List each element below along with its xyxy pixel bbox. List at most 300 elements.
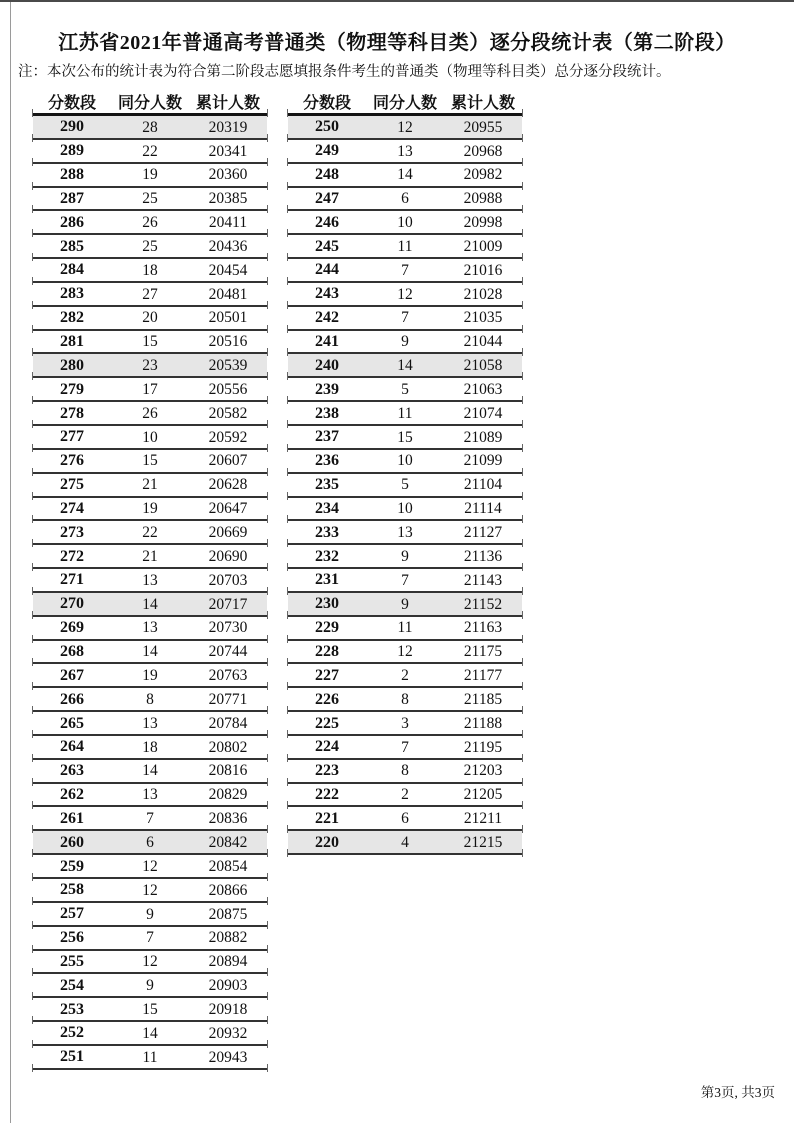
- cumulative-count-value: 21177: [463, 667, 503, 685]
- cumulative-count-value: 21136: [463, 547, 503, 565]
- same-score-count-value: 14: [142, 762, 158, 780]
- header-same-score-count: 同分人数: [117, 95, 182, 112]
- same-score-count-value: 6: [146, 833, 154, 851]
- table-row: [288, 498, 522, 522]
- same-score-count-value: 9: [146, 977, 154, 995]
- page-title: 江苏省2021年普通高考普通类（物理等科目类）逐分段统计表（第二阶段）: [58, 32, 736, 54]
- score-range-value: 266: [60, 690, 84, 708]
- same-score-count-value: 10: [397, 500, 413, 518]
- table-row: [33, 879, 267, 903]
- table-row: [288, 307, 522, 331]
- table-row: [288, 664, 522, 688]
- cumulative-count-value: 20943: [208, 1048, 248, 1066]
- table-row: [33, 831, 267, 855]
- same-score-count-value: 19: [142, 166, 158, 184]
- score-range-value: 253: [60, 1000, 84, 1018]
- same-score-count-value: 8: [401, 762, 409, 780]
- cumulative-count-value: 20988: [463, 190, 503, 208]
- score-range-value: 246: [315, 213, 339, 231]
- score-range-value: 240: [315, 356, 339, 374]
- same-score-count-value: 5: [401, 380, 409, 398]
- score-range-value: 288: [60, 166, 84, 184]
- score-range-value: 260: [60, 833, 84, 851]
- same-score-count-value: 11: [397, 619, 413, 637]
- cumulative-count-value: 20717: [208, 595, 248, 613]
- cumulative-count-value: 20829: [208, 786, 248, 804]
- same-score-count-value: 10: [142, 428, 158, 446]
- table-row: [33, 664, 267, 688]
- same-score-count-value: 15: [142, 333, 158, 351]
- table-body: [33, 116, 267, 1070]
- table-row: [288, 426, 522, 450]
- table-row: [33, 426, 267, 450]
- cumulative-count-value: 21058: [463, 357, 503, 375]
- table-row: [33, 688, 267, 712]
- table-row: [288, 378, 522, 402]
- table-row: [288, 593, 522, 617]
- cumulative-count-value: 20802: [208, 738, 248, 756]
- same-score-count-value: 19: [142, 667, 158, 685]
- cumulative-count-value: 21016: [463, 261, 503, 279]
- table-row: [33, 736, 267, 760]
- same-score-count-value: 12: [142, 953, 158, 971]
- cumulative-count-value: 21195: [463, 738, 503, 756]
- score-range-value: 267: [60, 666, 84, 684]
- table-row: [33, 998, 267, 1022]
- same-score-count-value: 12: [397, 643, 413, 661]
- same-score-count-value: 13: [142, 786, 158, 804]
- table-row: [288, 116, 522, 140]
- score-range-value: 242: [315, 309, 339, 327]
- same-score-count-value: 11: [397, 404, 413, 422]
- same-score-count-value: 4: [401, 833, 409, 851]
- same-score-count-value: 27: [142, 285, 158, 303]
- cumulative-count-value: 20763: [208, 667, 248, 685]
- cumulative-count-value: 20360: [208, 166, 248, 184]
- score-range-value: 224: [315, 738, 339, 756]
- table-row: [33, 259, 267, 283]
- same-score-count-value: 22: [142, 142, 158, 160]
- header-same-score-count: 同分人数: [372, 95, 437, 112]
- cumulative-count-value: 21215: [463, 833, 503, 851]
- cumulative-count-value: 20842: [208, 833, 248, 851]
- same-score-count-value: 13: [397, 524, 413, 542]
- same-score-count-value: 11: [142, 1048, 158, 1066]
- cumulative-count-value: 20771: [208, 690, 248, 708]
- cumulative-count-value: 21143: [463, 571, 503, 589]
- page-number: 第3页, 共3页: [700, 1085, 775, 1100]
- score-range-value: 252: [60, 1024, 84, 1042]
- score-range-value: 257: [60, 905, 84, 923]
- score-range-value: 268: [60, 642, 84, 660]
- cumulative-count-value: 20816: [208, 762, 248, 780]
- cumulative-count-value: 20341: [208, 142, 248, 160]
- table-row: [33, 235, 267, 259]
- score-range-value: 271: [60, 571, 84, 589]
- cumulative-count-value: 20481: [208, 285, 248, 303]
- page-left-border: [10, 2, 11, 1123]
- score-range-value: 236: [315, 452, 339, 470]
- same-score-count-value: 12: [397, 118, 413, 136]
- cumulative-count-value: 20894: [208, 953, 248, 971]
- score-range-value: 264: [60, 738, 84, 756]
- table-row: [33, 641, 267, 665]
- score-range-value: 228: [315, 642, 339, 660]
- cumulative-count-value: 21163: [463, 619, 503, 637]
- same-score-count-value: 14: [397, 166, 413, 184]
- same-score-count-value: 2: [401, 786, 409, 804]
- cumulative-count-value: 20836: [208, 810, 248, 828]
- score-range-value: 265: [60, 714, 84, 732]
- score-range-value: 250: [315, 118, 339, 136]
- score-range-value: 226: [315, 690, 339, 708]
- score-range-value: 247: [315, 189, 339, 207]
- header-score-range: 分数段: [302, 95, 351, 112]
- same-score-count-value: 12: [142, 857, 158, 875]
- table-row: [33, 760, 267, 784]
- same-score-count-value: 9: [146, 905, 154, 923]
- table-row: [33, 1046, 267, 1070]
- table-row: [288, 807, 522, 831]
- score-range-value: 220: [315, 833, 339, 851]
- cumulative-count-value: 20903: [208, 977, 248, 995]
- cumulative-count-value: 20998: [463, 214, 503, 232]
- same-score-count-value: 5: [401, 476, 409, 494]
- same-score-count-value: 14: [142, 595, 158, 613]
- header-score-range: 分数段: [47, 95, 96, 112]
- score-range-value: 290: [60, 118, 84, 136]
- score-range-value: 258: [60, 881, 84, 899]
- same-score-count-value: 7: [146, 810, 154, 828]
- table-row: [33, 474, 267, 498]
- score-range-value: 274: [60, 499, 84, 517]
- cumulative-count-value: 20669: [208, 524, 248, 542]
- cumulative-count-value: 21175: [463, 643, 503, 661]
- table-row: [288, 211, 522, 235]
- score-range-value: 237: [315, 428, 339, 446]
- score-range-value: 230: [315, 595, 339, 613]
- table-body: [288, 116, 522, 855]
- same-score-count-value: 7: [401, 738, 409, 756]
- table-row: [33, 378, 267, 402]
- cumulative-count-value: 20556: [208, 380, 248, 398]
- cumulative-count-value: 21104: [463, 476, 503, 494]
- table-row: [33, 927, 267, 951]
- table-row: [33, 1022, 267, 1046]
- table-row: [288, 521, 522, 545]
- cumulative-count-value: 20385: [208, 190, 248, 208]
- same-score-count-value: 13: [142, 571, 158, 589]
- score-range-value: 241: [315, 333, 339, 351]
- score-range-value: 276: [60, 452, 84, 470]
- table-row: [33, 164, 267, 188]
- cumulative-count-value: 20744: [208, 643, 248, 661]
- same-score-count-value: 14: [142, 643, 158, 661]
- table-row: [288, 474, 522, 498]
- table-header-row: [288, 90, 522, 116]
- cumulative-count-value: 21035: [463, 309, 503, 327]
- score-range-value: 255: [60, 952, 84, 970]
- cumulative-count-value: 20918: [208, 1000, 248, 1018]
- cumulative-count-value: 20454: [208, 261, 248, 279]
- same-score-count-value: 13: [142, 714, 158, 732]
- same-score-count-value: 28: [142, 118, 158, 136]
- same-score-count-value: 20: [142, 309, 158, 327]
- table-row: [33, 617, 267, 641]
- same-score-count-value: 15: [397, 428, 413, 446]
- same-score-count-value: 6: [401, 810, 409, 828]
- same-score-count-value: 7: [146, 929, 154, 947]
- cumulative-count-value: 20866: [208, 881, 248, 899]
- same-score-count-value: 15: [142, 1000, 158, 1018]
- cumulative-count-value: 21099: [463, 452, 503, 470]
- table-row: [288, 188, 522, 212]
- table-row: [33, 974, 267, 998]
- same-score-count-value: 21: [142, 476, 158, 494]
- cumulative-count-value: 20539: [208, 357, 248, 375]
- cumulative-count-value: 20875: [208, 905, 248, 923]
- table-row: [288, 784, 522, 808]
- same-score-count-value: 14: [142, 1024, 158, 1042]
- cumulative-count-value: 21152: [463, 595, 503, 613]
- table-row: [33, 188, 267, 212]
- same-score-count-value: 7: [401, 571, 409, 589]
- same-score-count-value: 8: [401, 690, 409, 708]
- score-range-value: 254: [60, 976, 84, 994]
- cumulative-count-value: 20582: [208, 404, 248, 422]
- cumulative-count-value: 21089: [463, 428, 503, 446]
- cumulative-count-value: 20730: [208, 619, 248, 637]
- same-score-count-value: 2: [401, 667, 409, 685]
- table-row: [288, 641, 522, 665]
- table-row: [33, 307, 267, 331]
- score-range-value: 231: [315, 571, 339, 589]
- score-range-value: 289: [60, 142, 84, 160]
- score-range-value: 269: [60, 619, 84, 637]
- same-score-count-value: 13: [142, 619, 158, 637]
- score-range-value: 245: [315, 237, 339, 255]
- table-row: [33, 331, 267, 355]
- score-range-value: 223: [315, 762, 339, 780]
- score-range-value: 248: [315, 166, 339, 184]
- cumulative-count-value: 20628: [208, 476, 248, 494]
- table-row: [288, 354, 522, 378]
- cumulative-count-value: 21074: [463, 404, 503, 422]
- same-score-count-value: 12: [397, 285, 413, 303]
- score-range-value: 282: [60, 309, 84, 327]
- same-score-count-value: 11: [397, 237, 413, 255]
- score-range-value: 243: [315, 285, 339, 303]
- score-range-value: 244: [315, 261, 339, 279]
- score-range-value: 256: [60, 929, 84, 947]
- table-row: [288, 259, 522, 283]
- score-range-value: 272: [60, 547, 84, 565]
- cumulative-count-value: 21127: [463, 524, 503, 542]
- cumulative-count-value: 20703: [208, 571, 248, 589]
- same-score-count-value: 10: [397, 452, 413, 470]
- cumulative-count-value: 20436: [208, 237, 248, 255]
- score-range-value: 284: [60, 261, 84, 279]
- score-range-value: 279: [60, 380, 84, 398]
- same-score-count-value: 3: [401, 714, 409, 732]
- score-range-value: 270: [60, 595, 84, 613]
- same-score-count-value: 9: [401, 333, 409, 351]
- table-row: [288, 164, 522, 188]
- cumulative-count-value: 20647: [208, 500, 248, 518]
- table-row: [288, 235, 522, 259]
- same-score-count-value: 17: [142, 380, 158, 398]
- same-score-count-value: 21: [142, 547, 158, 565]
- score-range-value: 278: [60, 404, 84, 422]
- cumulative-count-value: 21044: [463, 333, 503, 351]
- same-score-count-value: 18: [142, 738, 158, 756]
- score-range-value: 222: [315, 786, 339, 804]
- score-range-value: 281: [60, 333, 84, 351]
- score-range-value: 249: [315, 142, 339, 160]
- cumulative-count-value: 20501: [208, 309, 248, 327]
- table-row: [33, 116, 267, 140]
- table-row: [33, 712, 267, 736]
- cumulative-count-value: 20854: [208, 857, 248, 875]
- score-range-value: 275: [60, 476, 84, 494]
- same-score-count-value: 9: [401, 547, 409, 565]
- table-row: [33, 593, 267, 617]
- score-range-value: 285: [60, 237, 84, 255]
- cumulative-count-value: 20690: [208, 547, 248, 565]
- table-row: [288, 140, 522, 164]
- table-header-row: [33, 90, 267, 116]
- same-score-count-value: 10: [397, 214, 413, 232]
- table-row: [33, 807, 267, 831]
- table-row: [288, 402, 522, 426]
- table-row: [33, 521, 267, 545]
- table-row: [33, 903, 267, 927]
- same-score-count-value: 7: [401, 309, 409, 327]
- same-score-count-value: 26: [142, 214, 158, 232]
- cumulative-count-value: 20784: [208, 714, 248, 732]
- score-range-value: 232: [315, 547, 339, 565]
- cumulative-count-value: 20955: [463, 118, 503, 136]
- cumulative-count-value: 21203: [463, 762, 503, 780]
- table-row: [33, 951, 267, 975]
- cumulative-count-value: 20968: [463, 142, 503, 160]
- same-score-count-value: 7: [401, 261, 409, 279]
- table-row: [33, 498, 267, 522]
- score-range-value: 238: [315, 404, 339, 422]
- score-table-left: [33, 90, 267, 1070]
- header-cumulative-count: 累计人数: [450, 95, 515, 112]
- cumulative-count-value: 21009: [463, 237, 503, 255]
- table-row: [33, 211, 267, 235]
- table-row: [288, 569, 522, 593]
- same-score-count-value: 12: [142, 881, 158, 899]
- same-score-count-value: 9: [401, 595, 409, 613]
- score-range-value: 263: [60, 762, 84, 780]
- score-range-value: 262: [60, 786, 84, 804]
- table-row: [288, 712, 522, 736]
- same-score-count-value: 8: [146, 690, 154, 708]
- table-row: [288, 283, 522, 307]
- score-range-value: 286: [60, 213, 84, 231]
- table-row: [33, 855, 267, 879]
- table-row: [33, 784, 267, 808]
- table-row: [288, 450, 522, 474]
- note-text: 注：本次公布的统计表为符合第二阶段志愿填报条件考生的普通类（物理等科目类）总分逐分段统计。: [18, 64, 671, 80]
- cumulative-count-value: 20982: [463, 166, 503, 184]
- cumulative-count-value: 20411: [208, 214, 248, 232]
- cumulative-count-value: 21063: [463, 380, 503, 398]
- same-score-count-value: 6: [401, 190, 409, 208]
- same-score-count-value: 18: [142, 261, 158, 279]
- score-table-right: [288, 90, 522, 855]
- table-row: [288, 831, 522, 855]
- score-range-value: 227: [315, 666, 339, 684]
- same-score-count-value: 25: [142, 237, 158, 255]
- score-range-value: 280: [60, 356, 84, 374]
- table-row: [33, 450, 267, 474]
- table-row: [33, 283, 267, 307]
- score-range-value: 234: [315, 499, 339, 517]
- cumulative-count-value: 20932: [208, 1024, 248, 1042]
- table-row: [288, 331, 522, 355]
- table-row: [288, 688, 522, 712]
- same-score-count-value: 14: [397, 357, 413, 375]
- score-range-value: 277: [60, 428, 84, 446]
- score-range-value: 261: [60, 809, 84, 827]
- score-range-value: 239: [315, 380, 339, 398]
- cumulative-count-value: 20319: [208, 118, 248, 136]
- cumulative-count-value: 21188: [463, 714, 503, 732]
- same-score-count-value: 15: [142, 452, 158, 470]
- score-range-value: 225: [315, 714, 339, 732]
- tables-container: [33, 90, 794, 1070]
- score-range-value: 235: [315, 476, 339, 494]
- table-row: [288, 760, 522, 784]
- same-score-count-value: 25: [142, 190, 158, 208]
- score-range-value: 259: [60, 857, 84, 875]
- table-row: [33, 354, 267, 378]
- cumulative-count-value: 20516: [208, 333, 248, 351]
- cumulative-count-value: 21114: [464, 500, 502, 518]
- table-row: [288, 617, 522, 641]
- cumulative-count-value: 20592: [208, 428, 248, 446]
- table-row: [33, 140, 267, 164]
- same-score-count-value: 19: [142, 500, 158, 518]
- score-range-value: 229: [315, 619, 339, 637]
- header-cumulative-count: 累计人数: [195, 95, 260, 112]
- same-score-count-value: 23: [142, 357, 158, 375]
- same-score-count-value: 26: [142, 404, 158, 422]
- cumulative-count-value: 21185: [463, 690, 503, 708]
- cumulative-count-value: 21211: [463, 810, 503, 828]
- same-score-count-value: 13: [397, 142, 413, 160]
- score-range-value: 233: [315, 523, 339, 541]
- table-row: [33, 402, 267, 426]
- table-row: [33, 545, 267, 569]
- cumulative-count-value: 20607: [208, 452, 248, 470]
- score-range-value: 221: [315, 809, 339, 827]
- table-row: [33, 569, 267, 593]
- cumulative-count-value: 20882: [208, 929, 248, 947]
- same-score-count-value: 22: [142, 524, 158, 542]
- score-range-value: 251: [60, 1048, 84, 1066]
- table-row: [288, 736, 522, 760]
- score-range-value: 283: [60, 285, 84, 303]
- score-range-value: 273: [60, 523, 84, 541]
- cumulative-count-value: 21028: [463, 285, 503, 303]
- table-row: [288, 545, 522, 569]
- score-range-value: 287: [60, 189, 84, 207]
